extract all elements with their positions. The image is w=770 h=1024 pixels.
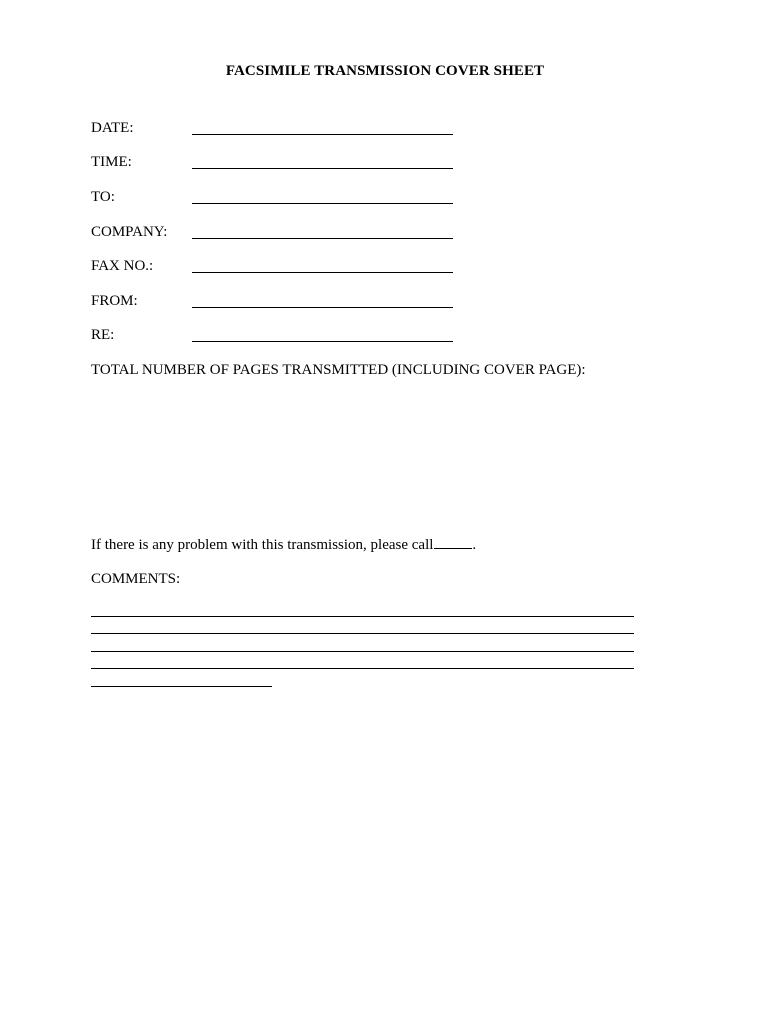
time-input-line[interactable] bbox=[192, 168, 453, 169]
time-field-row bbox=[91, 153, 471, 175]
fax-no-label: FAX NO.: bbox=[91, 258, 154, 274]
total-pages-label: TOTAL NUMBER OF PAGES TRANSMITTED (INCLUDING COVER PAGE): bbox=[91, 362, 586, 378]
document-title: FACSIMILE TRANSMISSION COVER SHEET bbox=[225, 63, 545, 79]
from-label: FROM: bbox=[91, 293, 138, 309]
problem-contact-line bbox=[91, 535, 476, 554]
date-field-row bbox=[91, 119, 471, 141]
comment-line-3[interactable] bbox=[91, 651, 634, 652]
comment-line-2[interactable] bbox=[91, 633, 634, 634]
company-input-line[interactable] bbox=[192, 238, 453, 239]
company-field-row bbox=[91, 223, 471, 245]
re-input-line[interactable] bbox=[192, 341, 453, 342]
comments-label: COMMENTS: bbox=[91, 571, 181, 587]
to-label: TO: bbox=[91, 189, 115, 205]
to-input-line[interactable] bbox=[192, 203, 453, 204]
comment-line-5[interactable] bbox=[91, 686, 272, 687]
comment-line-4[interactable] bbox=[91, 668, 634, 669]
from-field-row bbox=[91, 292, 471, 314]
fax-no-field-row bbox=[91, 257, 471, 279]
company-label: COMPANY: bbox=[91, 224, 168, 240]
re-label: RE: bbox=[91, 327, 115, 343]
from-input-line[interactable] bbox=[192, 307, 453, 308]
date-input-line[interactable] bbox=[192, 134, 453, 135]
fax-no-input-line[interactable] bbox=[192, 272, 453, 273]
comment-line-1[interactable] bbox=[91, 616, 634, 617]
to-field-row bbox=[91, 188, 471, 210]
re-field-row bbox=[91, 326, 471, 348]
problem-contact-text: If there is any problem with this transmission, please call bbox=[91, 537, 434, 553]
phone-blank-line[interactable] bbox=[434, 535, 472, 549]
date-label: DATE: bbox=[91, 120, 134, 136]
time-label: TIME: bbox=[91, 154, 132, 170]
problem-contact-period: . bbox=[472, 537, 477, 553]
